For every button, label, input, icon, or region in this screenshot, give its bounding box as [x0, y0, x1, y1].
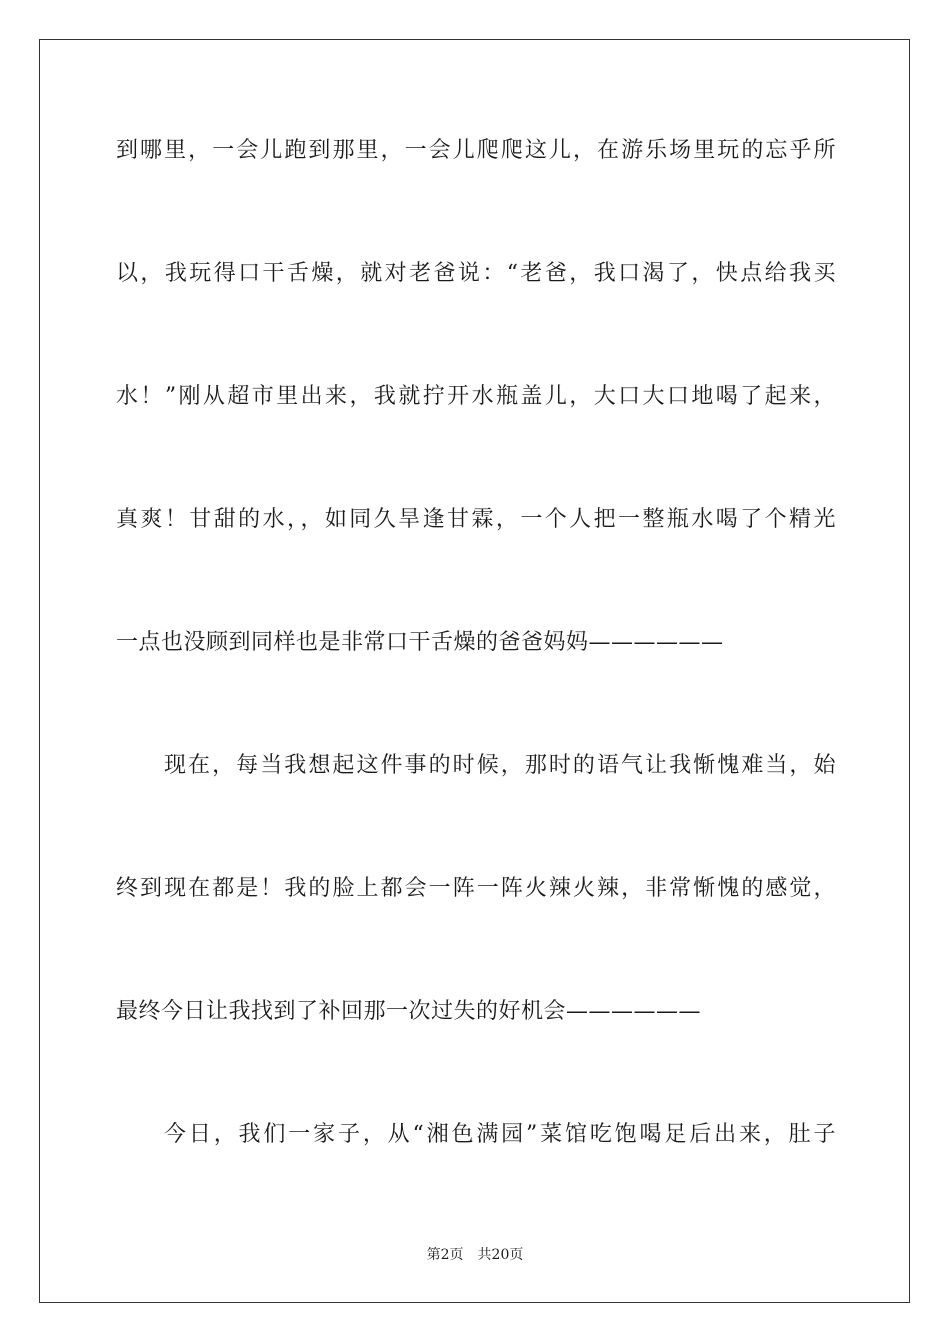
text-line-1: 到哪里，一会儿跑到那里，一会儿爬爬这儿，在游乐场里玩的忘乎所: [116, 138, 836, 163]
page-footer: [0, 1245, 950, 1265]
page-frame: [39, 39, 910, 1303]
text-line-9: 今日，我们一家子，从“湘色满园”菜馆吃饱喝足后出来，肚子: [164, 1122, 836, 1147]
text-line-7: 终到现在都是！我的脸上都会一阵一阵火辣火辣，非常惭愧的感觉，: [116, 876, 836, 901]
page-total: 共20页: [477, 1247, 524, 1263]
text-line-3: 水！”刚从超市里出来，我就拧开水瓶盖儿，大口大口地喝了起来，: [116, 384, 836, 409]
text-line-2: 以，我玩得口干舌燥，就对老爸说：“老爸，我口渴了，快点给我买: [116, 261, 836, 286]
text-line-4: 真爽！甘甜的水，，如同久旱逢甘霖，一个人把一整瓶水喝了个精光: [116, 507, 836, 532]
text-line-6: 现在，每当我想起这件事的时候，那时的语气让我惭愧难当，始: [164, 753, 836, 778]
text-line-5: 一点也没顾到同样也是非常口干舌燥的爸爸妈妈——————: [116, 630, 724, 655]
text-line-8: 最终今日让我找到了补回那一次过失的好机会——————: [116, 999, 702, 1024]
page-number: 第2页: [426, 1247, 464, 1263]
